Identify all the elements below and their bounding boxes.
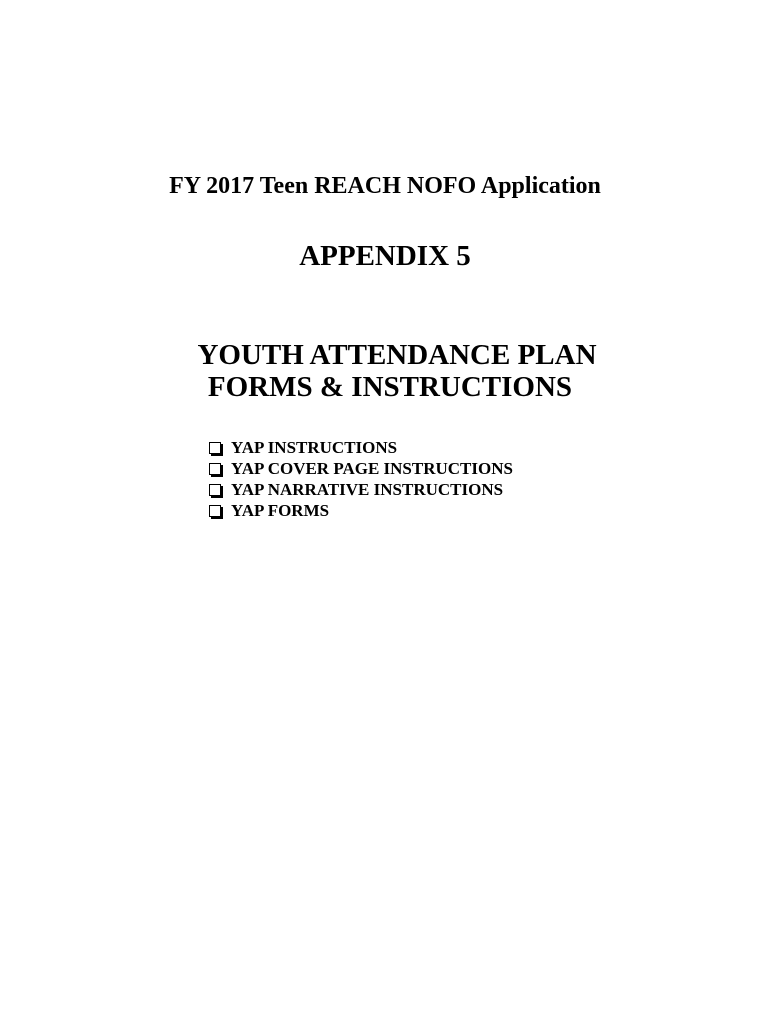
checkbox-icon xyxy=(209,505,221,517)
checklist-item-label: YAP COVER PAGE INSTRUCTIONS xyxy=(231,458,513,478)
application-title: FY 2017 Teen REACH NOFO Application xyxy=(169,173,601,199)
checkbox-icon xyxy=(209,484,221,496)
checklist-item xyxy=(209,437,513,458)
section-heading-line-1: YOUTH ATTENDANCE PLAN xyxy=(197,339,597,371)
appendix-title: APPENDIX 5 xyxy=(299,240,471,272)
checklist-item-label: YAP FORMS xyxy=(231,500,330,520)
checklist-item xyxy=(209,479,513,500)
checkbox-icon xyxy=(209,442,221,454)
checkbox-icon xyxy=(209,463,221,475)
section-heading-line-2: FORMS & INSTRUCTIONS xyxy=(207,371,573,403)
checklist-item xyxy=(209,500,513,521)
checklist xyxy=(209,437,513,521)
checklist-item-label: YAP NARRATIVE INSTRUCTIONS xyxy=(231,479,504,499)
checklist-item-label: YAP INSTRUCTIONS xyxy=(231,437,398,457)
checklist-item xyxy=(209,458,513,479)
